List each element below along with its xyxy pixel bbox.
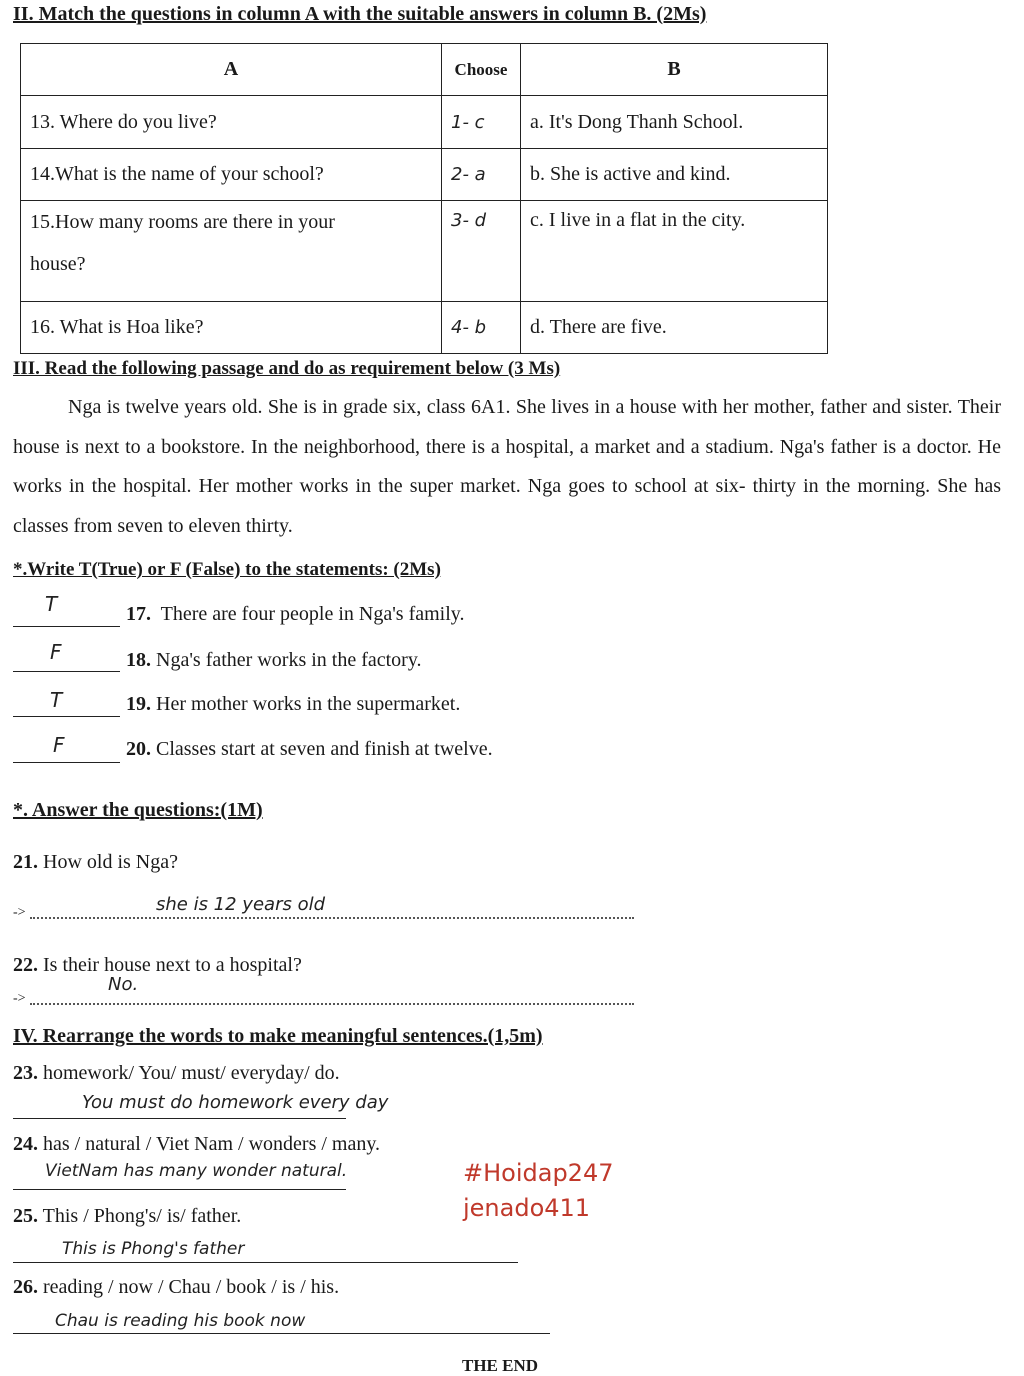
handwritten-answer: Chau is reading his book now [55,1311,306,1331]
tf-statement: 19. Her mother works in the supermarket. [126,693,461,715]
choice-cell: 2- a [442,149,521,201]
watermark-username: jenado411 [463,1194,591,1222]
answer-line [13,1333,550,1334]
true-false-title: *.Write T(True) or F (False) to the statements: (2Ms) [13,559,441,580]
dotted-answer-line [30,1003,634,1005]
answer-cell: c. I live in a flat in the city. [521,201,828,302]
matching-table [20,43,828,354]
rearrange-item: 25. This / Phong's/ is/ father. [13,1205,242,1227]
table-row [21,302,828,354]
answer-questions-title: *. Answer the questions:(1M) [13,799,263,821]
arrow-marker: -> [13,991,26,1006]
answer-blank [13,762,120,763]
rearrange-item: 23. homework/ You/ must/ everyday/ do. [13,1062,340,1084]
reading-passage: Nga is twelve years old. She is in grade six, class 6A1. She lives in a house with her mother, father and sister. Their house is next to a bookstore. In the neighborhood, there is a hospital, a market and a stadium. Nga's father is a doctor. He works in the hospital. Her mother works in the super market. Nga goes to school at six- thirty in the morning. She has classes from seven to eleven thirty. [13,396,1001,537]
section-4-title: IV. Rearrange the words to make meaningful sentences.(1,5m) [13,1025,543,1047]
watermark-hashtag: #Hoidap247 [463,1159,614,1187]
rearrange-item: 24. has / natural / Viet Nam / wonders / many. [13,1133,381,1155]
question-cell: 16. What is Hoa like? [21,302,442,354]
column-a-header: A [21,44,442,96]
choice-cell: 4- b [442,302,521,354]
question-22: 22. Is their house next to a hospital? [13,954,302,976]
table-row [21,149,828,201]
column-b-header: B [521,44,828,96]
table-row [21,96,828,149]
answer-cell: b. She is active and kind. [521,149,828,201]
section-2-title: II. Match the questions in column A with the suitable answers in column B. (2Ms) [13,3,707,25]
answer-cell: d. There are five. [521,302,828,354]
tf-statement: 20. Classes start at seven and finish at twelve. [126,738,493,760]
dotted-answer-line [30,917,634,919]
tf-statement: 17. There are four people in Nga's family. [126,603,465,625]
table-row [21,201,828,302]
handwritten-answer: she is 12 years old [156,894,326,915]
answer-line [13,1118,346,1119]
choice-cell: 3- d [442,201,521,302]
arrow-marker: -> [13,905,26,920]
tf-statement: 18. Nga's father works in the factory. [126,649,422,671]
answer-cell: a. It's Dong Thanh School. [521,96,828,149]
tf-answer: F [53,733,65,757]
answer-blank [13,671,120,672]
the-end-label: THE END [462,1356,539,1375]
tf-answer: T [50,688,63,712]
handwritten-answer: You must do homework every day [82,1092,389,1113]
answer-line [13,1262,518,1263]
question-cell: 14.What is the name of your school? [21,149,442,201]
section-3-title: III. Read the following passage and do as requirement below (3 Ms) [13,358,561,379]
handwritten-answer: VietNam has many wonder natural. [45,1161,348,1181]
handwritten-answer: This is Phong's father [62,1239,245,1259]
tf-answer: T [45,592,58,616]
answer-blank [13,626,120,627]
question-21: 21. How old is Nga? [13,851,178,873]
question-cell: 13. Where do you live? [21,96,442,149]
rearrange-item: 26. reading / now / Chau / book / is / his. [13,1276,340,1298]
choice-cell: 1- c [442,96,521,149]
choose-header: Choose [442,44,521,96]
answer-blank [13,716,120,717]
answer-line [13,1189,346,1190]
handwritten-answer: No. [108,974,139,995]
question-cell: 15.How many rooms are there in your house? [21,201,442,302]
tf-answer: F [50,640,62,664]
